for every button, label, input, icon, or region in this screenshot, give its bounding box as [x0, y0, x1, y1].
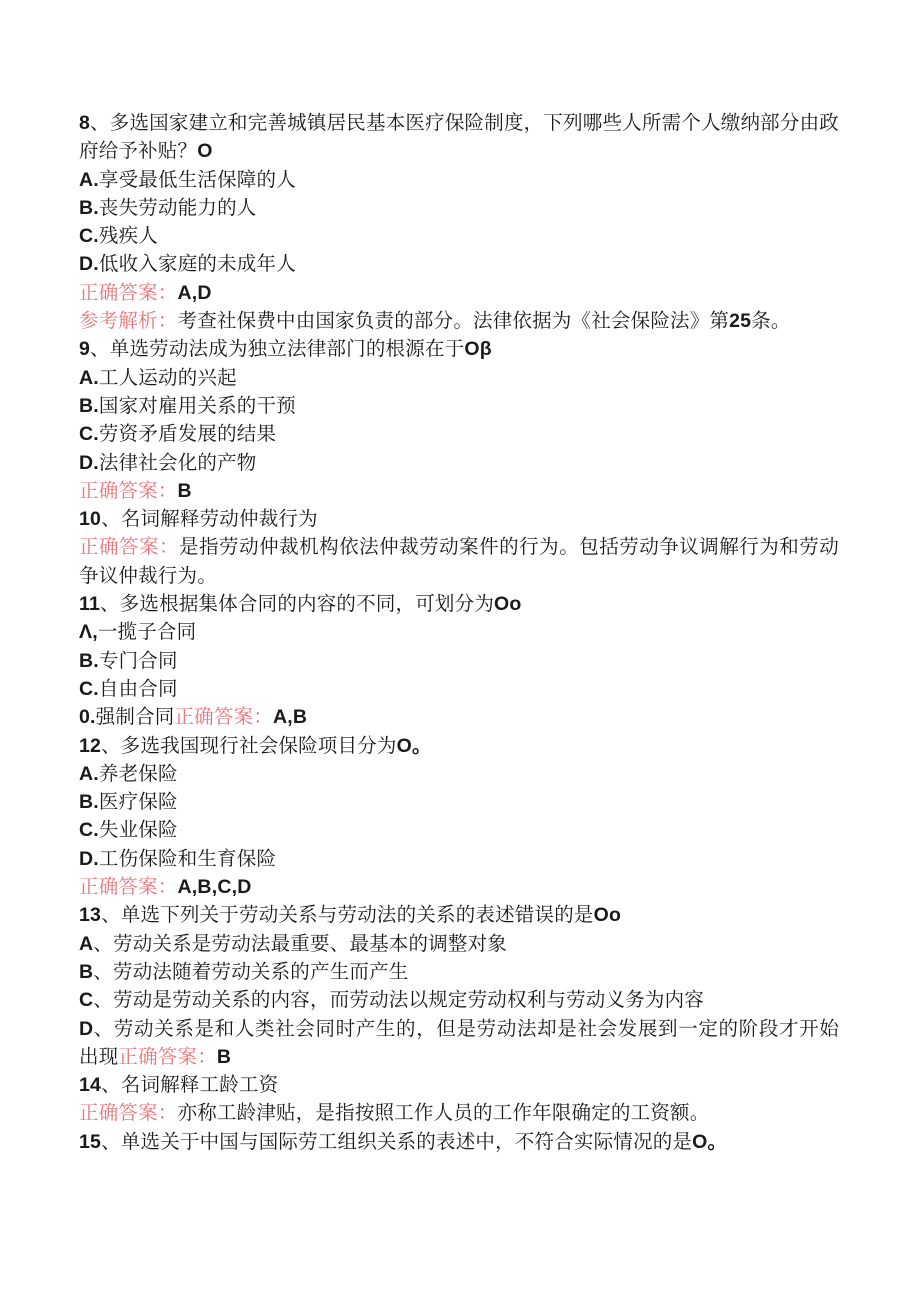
answer-label: 正确答案：: [174, 705, 273, 729]
question-text: 、名词解释工龄工资: [101, 1073, 279, 1097]
option-a: A.养老保险: [79, 761, 178, 785]
question-10: [79, 505, 839, 533]
question-text: 、多选根据集体合同的内容的不同，可划分为: [100, 592, 495, 616]
question-11: [79, 590, 839, 618]
option-a: A.享受最低生活保障的人: [79, 167, 296, 191]
analysis-line: 参考解析：考查社保费中由国家负责的部分。法律依据为《社会保险法》第25条。: [79, 309, 791, 333]
question-text: 、多选我国现行社会保险项目分为: [101, 733, 397, 757]
answer-value: A,B,C,D: [177, 876, 252, 899]
question-13: [79, 901, 839, 929]
question-number: 11: [79, 593, 101, 616]
question-number: 10: [79, 508, 102, 531]
answer-label: 正确答案：: [79, 280, 178, 304]
question-number: 14: [79, 1074, 102, 1097]
option-d-with-answer: 0.强制合同正确答案：A,B: [79, 705, 308, 729]
option-d: D.工伤保险和生育保险: [79, 846, 277, 870]
analysis-label: 参考解析：: [79, 309, 178, 333]
answer-line: [79, 873, 839, 901]
option-d: D.低收入家庭的未成年人: [79, 252, 296, 276]
answer-text: 是指劳动仲裁机构依法仲裁劳动案件的行为。包括劳动争议调解行为和劳动争议仲裁行为。: [79, 535, 839, 587]
answer-line: [79, 533, 839, 590]
answer-line: [79, 1099, 839, 1127]
option-a: Λ,一揽子合同: [79, 620, 197, 644]
answer-value: A,D: [177, 281, 212, 304]
option-d-with-answer: D、劳动关系是和人类社会同时产生的，但是劳动法却是社会发展到一定的阶段才开始出现正确答案：B: [79, 1016, 839, 1068]
option-b: B、劳动法随着劳动关系的产生而产生: [79, 959, 409, 983]
answer-value: B: [216, 1045, 232, 1068]
option-c: C.失业保险: [79, 818, 178, 842]
option-b: B.国家对雇用关系的干预: [79, 393, 296, 417]
question-mark: O。: [396, 734, 432, 757]
question-mark: Oo: [494, 593, 522, 616]
question-mark: O: [197, 140, 213, 163]
option-a: A.工人运动的兴起: [79, 365, 237, 389]
option-c: C.劳资矛盾发展的结果: [79, 422, 277, 446]
option-c: C、劳动是劳动关系的内容，而劳动法以规定劳动权利与劳动义务为内容: [79, 988, 704, 1012]
option-b: B.医疗保险: [79, 790, 178, 814]
question-9: [79, 335, 839, 363]
option-b: B.丧失劳动能力的人: [79, 195, 257, 219]
question-8: [79, 109, 839, 166]
document-page: [79, 109, 839, 1156]
option-c: C.自由合同: [79, 676, 178, 700]
option-a: A、劳动关系是劳动法最重要、最基本的调整对象: [79, 931, 507, 955]
answer-line: [79, 477, 839, 505]
question-text: 、单选下列关于劳动关系与劳动法的关系的表述错误的是: [101, 903, 594, 927]
option-c: C.残疾人: [79, 224, 159, 248]
answer-text: 亦称工龄津贴，是指按照工作人员的工作年限确定的工资额。: [177, 1101, 710, 1125]
question-15: [79, 1128, 839, 1156]
answer-label: 正确答案：: [79, 1101, 178, 1125]
answer-line: [79, 279, 839, 307]
question-mark: Oβ: [464, 338, 492, 361]
question-mark: Oo: [593, 904, 622, 927]
question-text: 、单选劳动法成为独立法律部门的根源在于: [90, 337, 465, 361]
question-mark: O。: [692, 1130, 728, 1153]
answer-value: A,B: [273, 706, 308, 729]
answer-label: 正确答案：: [79, 535, 180, 559]
question-number: 12: [79, 734, 102, 757]
option-b: B.专门合同: [79, 648, 178, 672]
question-number: 9: [79, 338, 91, 361]
question-14: [79, 1071, 839, 1099]
question-number: 13: [79, 904, 102, 927]
answer-label: 正确答案：: [79, 875, 178, 899]
answer-label: 正确答案：: [79, 478, 178, 502]
question-text: 、单选关于中国与国际劳工组织关系的表述中，不符合实际情况的是: [101, 1129, 693, 1153]
answer-value: B: [177, 479, 192, 502]
question-text: 、多选国家建立和完善城镇居民基本医疗保险制度，下列哪些人所需个人缴纳部分由政府给予补贴？: [79, 111, 839, 163]
question-text: 、名词解释劳动仲裁行为: [101, 507, 318, 531]
option-d: D.法律社会化的产物: [79, 450, 257, 474]
analysis-text: 考查社保费中由国家负责的部分。法律依据为《社会保险法》第: [177, 309, 730, 333]
question-number: 15: [79, 1130, 102, 1153]
answer-label: 正确答案：: [118, 1044, 217, 1068]
question-number: 8: [79, 112, 91, 134]
question-12: [79, 732, 839, 760]
